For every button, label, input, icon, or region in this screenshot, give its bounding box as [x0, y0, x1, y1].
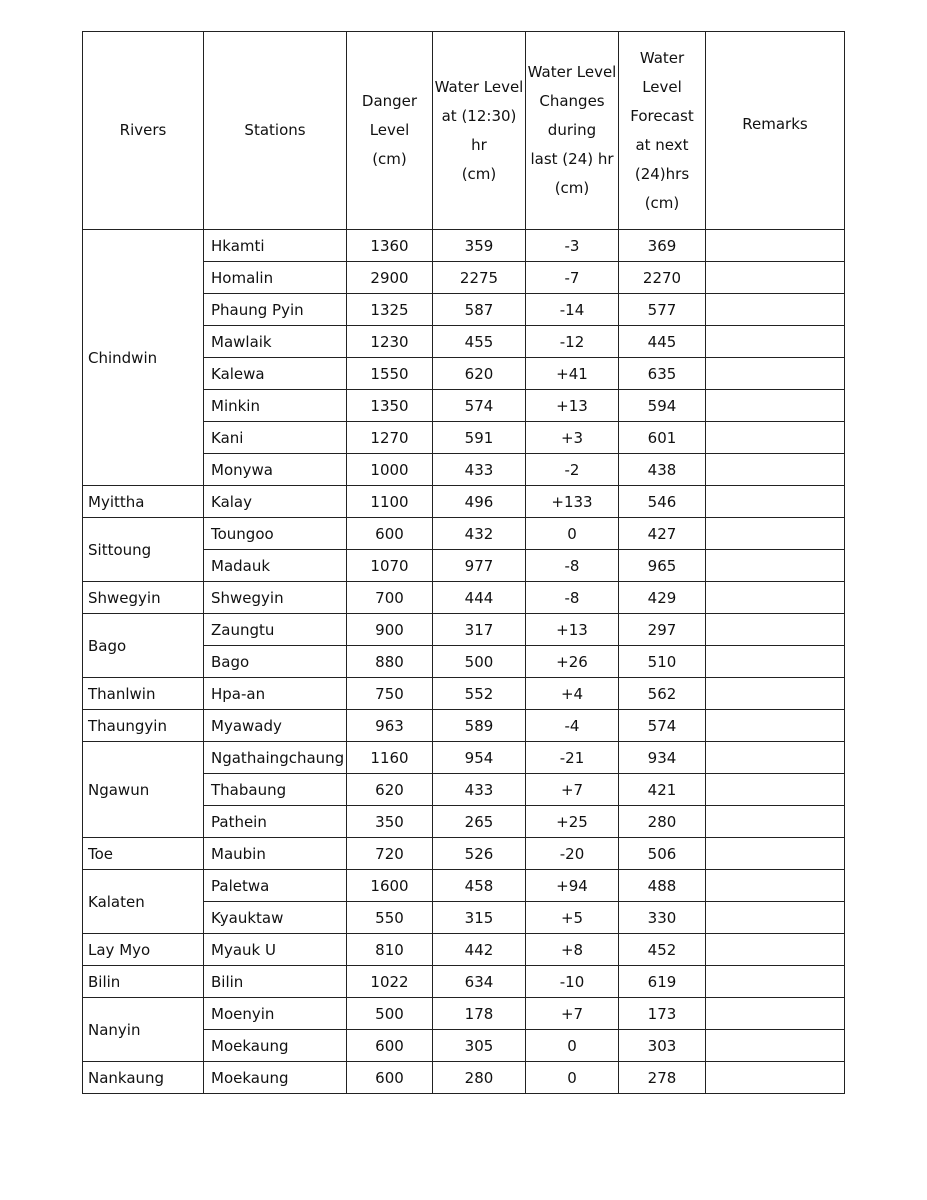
danger-level-cell: 1325 [347, 294, 433, 326]
forecast-cell: 280 [619, 806, 706, 838]
station-cell: Myauk U [204, 934, 347, 966]
water-level-table [82, 31, 845, 1094]
remarks-cell [706, 422, 845, 454]
water-level-change-cell: +94 [526, 870, 619, 902]
water-level-cell: 458 [433, 870, 526, 902]
remarks-cell [706, 1062, 845, 1094]
station-cell: Homalin [204, 262, 347, 294]
water-level-change-cell: +4 [526, 678, 619, 710]
forecast-cell: 173 [619, 998, 706, 1030]
danger-level-cell: 880 [347, 646, 433, 678]
station-cell: Shwegyin [204, 582, 347, 614]
danger-level-cell: 600 [347, 1030, 433, 1062]
station-cell: Kalay [204, 486, 347, 518]
station-cell: Kyauktaw [204, 902, 347, 934]
station-cell: Zaungtu [204, 614, 347, 646]
water-level-change-cell: +13 [526, 390, 619, 422]
forecast-cell: 635 [619, 358, 706, 390]
header-water-level-change: Water Level Changes during last (24) hr (cm) [526, 32, 619, 230]
forecast-cell: 429 [619, 582, 706, 614]
water-level-change-cell: -8 [526, 582, 619, 614]
forecast-cell: 574 [619, 710, 706, 742]
table-row [83, 614, 845, 646]
water-level-change-cell: -7 [526, 262, 619, 294]
danger-level-cell: 600 [347, 1062, 433, 1094]
station-cell: Maubin [204, 838, 347, 870]
forecast-cell: 427 [619, 518, 706, 550]
danger-level-cell: 2900 [347, 262, 433, 294]
river-cell: Thanlwin [83, 678, 204, 710]
water-level-change-cell: -14 [526, 294, 619, 326]
remarks-cell [706, 998, 845, 1030]
remarks-cell [706, 262, 845, 294]
remarks-cell [706, 806, 845, 838]
station-cell: Hpa-an [204, 678, 347, 710]
forecast-cell: 965 [619, 550, 706, 582]
water-level-cell: 280 [433, 1062, 526, 1094]
water-level-change-cell: -2 [526, 454, 619, 486]
water-level-change-cell: -21 [526, 742, 619, 774]
water-level-cell: 315 [433, 902, 526, 934]
water-level-change-cell: -3 [526, 230, 619, 262]
remarks-cell [706, 902, 845, 934]
forecast-cell: 297 [619, 614, 706, 646]
table-row [83, 710, 845, 742]
river-cell: Nanyin [83, 998, 204, 1062]
river-cell: Ngawun [83, 742, 204, 838]
forecast-cell: 619 [619, 966, 706, 998]
table-row [83, 870, 845, 902]
water-level-change-cell: 0 [526, 518, 619, 550]
station-cell: Phaung Pyin [204, 294, 347, 326]
danger-level-cell: 1070 [347, 550, 433, 582]
danger-level-cell: 620 [347, 774, 433, 806]
remarks-cell [706, 678, 845, 710]
water-level-change-cell: -20 [526, 838, 619, 870]
water-level-change-cell: +5 [526, 902, 619, 934]
danger-level-cell: 1000 [347, 454, 433, 486]
water-level-change-cell: +7 [526, 998, 619, 1030]
water-level-change-cell: -8 [526, 550, 619, 582]
water-level-change-cell: +8 [526, 934, 619, 966]
remarks-cell [706, 870, 845, 902]
water-level-change-cell: +133 [526, 486, 619, 518]
remarks-cell [706, 390, 845, 422]
danger-level-cell: 1350 [347, 390, 433, 422]
station-cell: Moenyin [204, 998, 347, 1030]
water-level-cell: 178 [433, 998, 526, 1030]
forecast-cell: 330 [619, 902, 706, 934]
table-row [83, 934, 845, 966]
header-danger-level: Danger Level (cm) [347, 32, 433, 230]
station-cell: Bago [204, 646, 347, 678]
remarks-cell [706, 710, 845, 742]
forecast-cell: 934 [619, 742, 706, 774]
remarks-cell [706, 646, 845, 678]
water-level-cell: 496 [433, 486, 526, 518]
water-level-change-cell: +7 [526, 774, 619, 806]
header-rivers: Rivers [83, 32, 204, 230]
water-level-cell: 591 [433, 422, 526, 454]
remarks-cell [706, 1030, 845, 1062]
remarks-cell [706, 742, 845, 774]
table-row [83, 1062, 845, 1094]
water-level-change-cell: 0 [526, 1062, 619, 1094]
forecast-cell: 601 [619, 422, 706, 454]
river-cell: Toe [83, 838, 204, 870]
forecast-cell: 303 [619, 1030, 706, 1062]
station-cell: Minkin [204, 390, 347, 422]
station-cell: Kani [204, 422, 347, 454]
table-row [83, 230, 845, 262]
water-level-change-cell: +25 [526, 806, 619, 838]
water-level-cell: 305 [433, 1030, 526, 1062]
danger-level-cell: 1550 [347, 358, 433, 390]
water-level-cell: 620 [433, 358, 526, 390]
station-cell: Hkamti [204, 230, 347, 262]
station-cell: Ngathaingchaung [204, 742, 347, 774]
water-level-cell: 265 [433, 806, 526, 838]
remarks-cell [706, 454, 845, 486]
table-row [83, 518, 845, 550]
station-cell: Thabaung [204, 774, 347, 806]
forecast-cell: 506 [619, 838, 706, 870]
water-level-cell: 589 [433, 710, 526, 742]
river-cell: Lay Myo [83, 934, 204, 966]
station-cell: Bilin [204, 966, 347, 998]
danger-level-cell: 963 [347, 710, 433, 742]
forecast-cell: 438 [619, 454, 706, 486]
header-water-level-forecast: Water Level Forecast at next (24)hrs (cm) [619, 32, 706, 230]
danger-level-cell: 810 [347, 934, 433, 966]
danger-level-cell: 750 [347, 678, 433, 710]
water-level-change-cell: -10 [526, 966, 619, 998]
danger-level-cell: 1022 [347, 966, 433, 998]
header-remarks: Remarks [706, 32, 845, 230]
river-cell: Sittoung [83, 518, 204, 582]
remarks-cell [706, 934, 845, 966]
water-level-cell: 500 [433, 646, 526, 678]
water-level-cell: 587 [433, 294, 526, 326]
river-cell: Chindwin [83, 230, 204, 486]
header-water-level: Water Level at (12:30) hr (cm) [433, 32, 526, 230]
water-level-change-cell: +3 [526, 422, 619, 454]
remarks-cell [706, 326, 845, 358]
remarks-cell [706, 966, 845, 998]
danger-level-cell: 700 [347, 582, 433, 614]
station-cell: Toungoo [204, 518, 347, 550]
station-cell: Myawady [204, 710, 347, 742]
water-level-cell: 433 [433, 454, 526, 486]
danger-level-cell: 900 [347, 614, 433, 646]
station-cell: Paletwa [204, 870, 347, 902]
forecast-cell: 421 [619, 774, 706, 806]
river-cell: Bago [83, 614, 204, 678]
station-cell: Monywa [204, 454, 347, 486]
water-level-change-cell: -4 [526, 710, 619, 742]
remarks-cell [706, 358, 845, 390]
water-level-cell: 442 [433, 934, 526, 966]
station-cell: Moekaung [204, 1030, 347, 1062]
danger-level-cell: 600 [347, 518, 433, 550]
table-row [83, 742, 845, 774]
header-stations: Stations [204, 32, 347, 230]
water-level-cell: 2275 [433, 262, 526, 294]
forecast-cell: 594 [619, 390, 706, 422]
table-row [83, 838, 845, 870]
forecast-cell: 278 [619, 1062, 706, 1094]
water-level-cell: 977 [433, 550, 526, 582]
remarks-cell [706, 550, 845, 582]
danger-level-cell: 500 [347, 998, 433, 1030]
danger-level-cell: 550 [347, 902, 433, 934]
danger-level-cell: 720 [347, 838, 433, 870]
river-cell: Shwegyin [83, 582, 204, 614]
forecast-cell: 577 [619, 294, 706, 326]
water-level-cell: 433 [433, 774, 526, 806]
water-level-change-cell: +41 [526, 358, 619, 390]
river-cell: Nankaung [83, 1062, 204, 1094]
table-row [83, 998, 845, 1030]
station-cell: Madauk [204, 550, 347, 582]
forecast-cell: 562 [619, 678, 706, 710]
remarks-cell [706, 838, 845, 870]
water-level-cell: 552 [433, 678, 526, 710]
danger-level-cell: 1270 [347, 422, 433, 454]
river-cell: Thaungyin [83, 710, 204, 742]
water-level-cell: 432 [433, 518, 526, 550]
table-row [83, 966, 845, 998]
remarks-cell [706, 774, 845, 806]
water-level-change-cell: +26 [526, 646, 619, 678]
danger-level-cell: 1360 [347, 230, 433, 262]
danger-level-cell: 1230 [347, 326, 433, 358]
remarks-cell [706, 294, 845, 326]
station-cell: Pathein [204, 806, 347, 838]
water-level-cell: 574 [433, 390, 526, 422]
forecast-cell: 546 [619, 486, 706, 518]
danger-level-cell: 1600 [347, 870, 433, 902]
table-body [83, 230, 845, 1094]
water-level-cell: 634 [433, 966, 526, 998]
water-level-change-cell: +13 [526, 614, 619, 646]
station-cell: Moekaung [204, 1062, 347, 1094]
remarks-cell [706, 230, 845, 262]
river-cell: Bilin [83, 966, 204, 998]
remarks-cell [706, 518, 845, 550]
river-cell: Myittha [83, 486, 204, 518]
water-level-cell: 526 [433, 838, 526, 870]
forecast-cell: 510 [619, 646, 706, 678]
water-level-change-cell: 0 [526, 1030, 619, 1062]
table-row [83, 582, 845, 614]
water-level-cell: 444 [433, 582, 526, 614]
table-header-row [83, 32, 845, 230]
remarks-cell [706, 486, 845, 518]
forecast-cell: 2270 [619, 262, 706, 294]
station-cell: Mawlaik [204, 326, 347, 358]
river-cell: Kalaten [83, 870, 204, 934]
forecast-cell: 445 [619, 326, 706, 358]
station-cell: Kalewa [204, 358, 347, 390]
water-level-cell: 359 [433, 230, 526, 262]
water-level-cell: 455 [433, 326, 526, 358]
remarks-cell [706, 614, 845, 646]
water-level-cell: 317 [433, 614, 526, 646]
danger-level-cell: 350 [347, 806, 433, 838]
danger-level-cell: 1100 [347, 486, 433, 518]
water-level-cell: 954 [433, 742, 526, 774]
water-level-change-cell: -12 [526, 326, 619, 358]
forecast-cell: 369 [619, 230, 706, 262]
danger-level-cell: 1160 [347, 742, 433, 774]
table-row [83, 678, 845, 710]
remarks-cell [706, 582, 845, 614]
table-row [83, 486, 845, 518]
forecast-cell: 488 [619, 870, 706, 902]
forecast-cell: 452 [619, 934, 706, 966]
